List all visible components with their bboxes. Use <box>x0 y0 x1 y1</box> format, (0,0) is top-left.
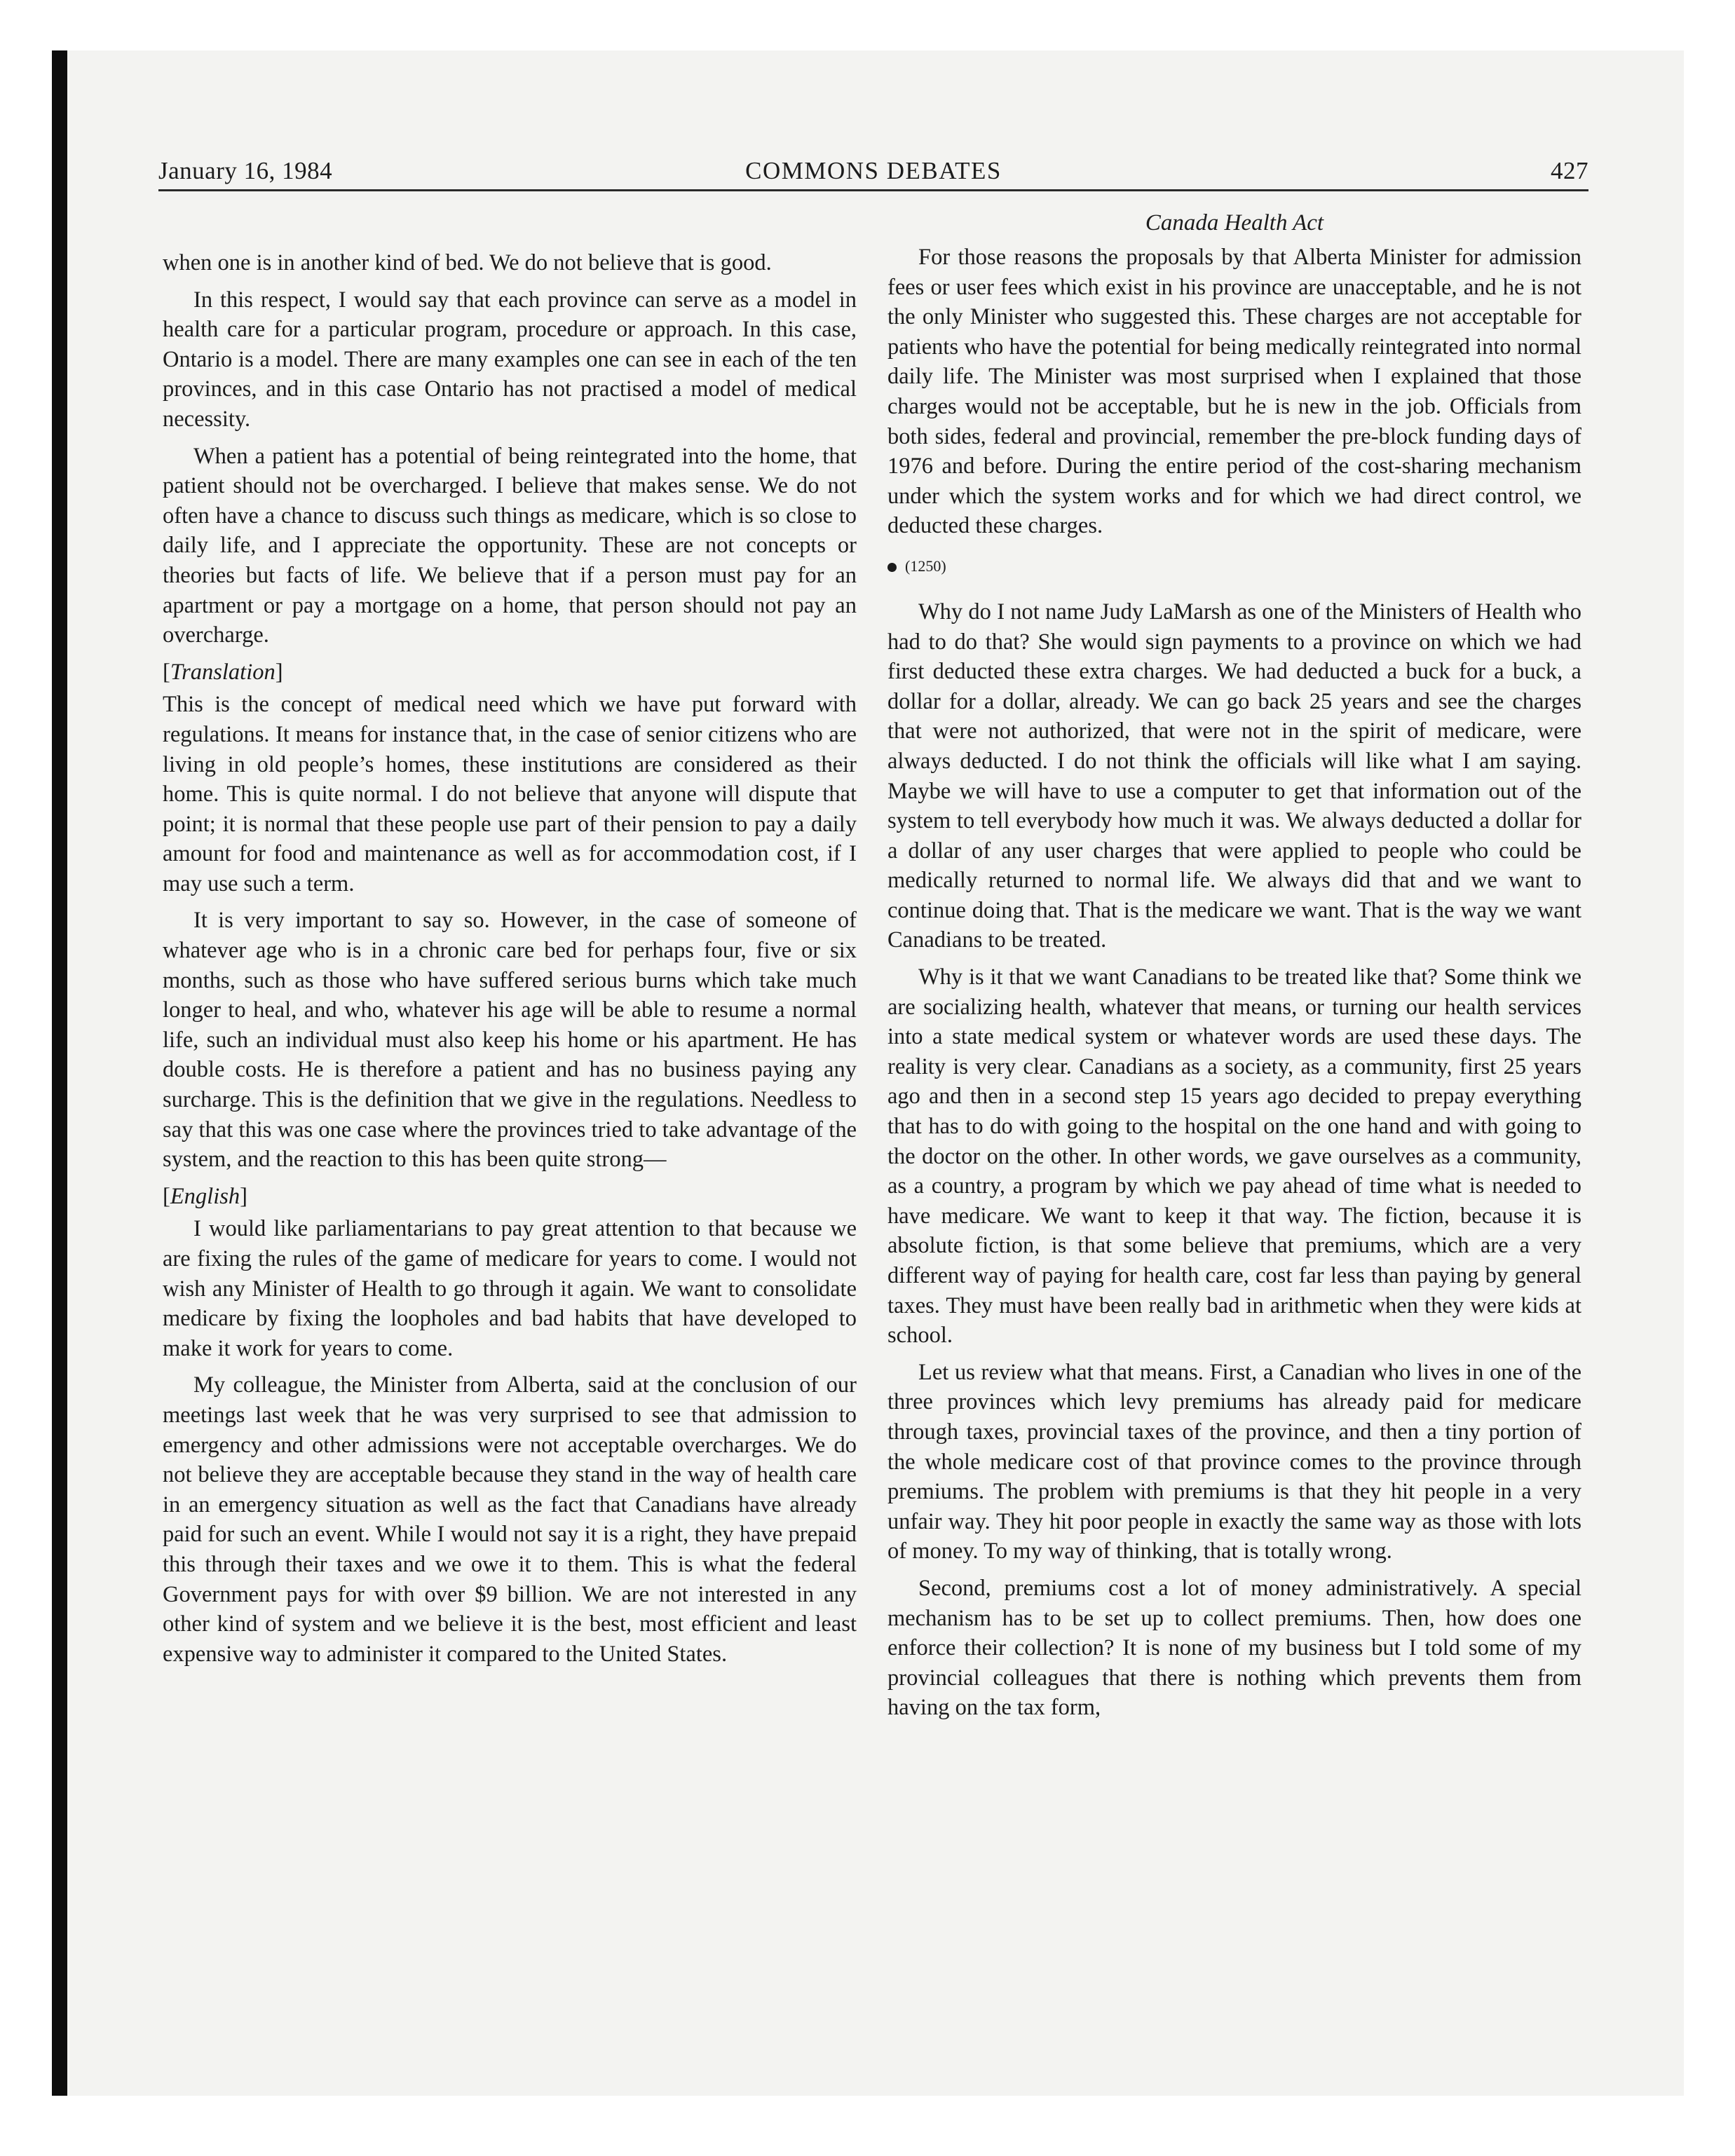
right-paragraph-3: Why is it that we want Canadians to be treated like that? Some think we are socializing health, whatever that means, or turning our health services into a state medical system or whatever words are used these days. The reality is very clear. Canadians as a society, as a community, first 25 years ago and then in a second step 15 years ago decided to prepay everything that has to do with going to the hospital on the one hand and with going to the doctor on the other. In other words, we gave ourselves as a community, as a country, a program by which we pay ahead of time what is needed to have medicare. We want to keep it that way. The fiction, because it is absolute fiction, is that some believe that premiums, which are a very different way of paying for health care, cost far less than paying by general taxes. They must have been really bad in arithmetic when they were kids at school. <box>887 964 1581 1349</box>
scan-binding-edge <box>52 50 67 2096</box>
right-column <box>887 207 1581 1730</box>
left-paragraph-2: In this respect, I would say that each province can serve as a model in health care for a particular program, procedure or approach. In this case, Ontario is a model. There are many examples one can see in each of the ten provinces, and in this case Ontario has not practised a model of medical necessity. <box>163 287 857 432</box>
english-marker: [English] <box>163 1183 247 1209</box>
translation-marker-label: Translation <box>170 659 275 685</box>
left-column <box>163 248 857 1676</box>
left-paragraph-3: When a patient has a potential of being reintegrated into the home, that patient should not be overcharged. I believe that makes sense. We do not often have a chance to discuss such things as medicare, which is so close to daily life, and I appreciate the opportunity. These are not concepts or theories but facts of life. We believe that if a person must pay for an apartment or pay a mortgage on a home, that person should not pay an overcharge. <box>163 443 857 648</box>
right-paragraph-4: Let us review what that means. First, a Canadian who lives in one of the three provinces which levy premiums has already paid for medicare through taxes, provincial taxes of the province, and then a tiny portion of the whole medicare cost of that province comes to the province through premiums. The problem with premiums is that they hit people in a very unfair way. They hit poor people in exactly the same way as those with lots of money. To my way of thinking, that is totally wrong. <box>887 1359 1581 1564</box>
header-page-number: 427 <box>1551 157 1588 184</box>
english-marker-label: English <box>170 1183 240 1209</box>
running-header <box>158 151 1588 191</box>
bullet-icon <box>887 563 897 572</box>
header-rule <box>158 189 1588 191</box>
section-title: Canada Health Act <box>1145 210 1324 236</box>
header-journal-title: COMMONS DEBATES <box>745 157 1002 184</box>
left-paragraph-5: It is very important to say so. However, in the case of someone of whatever age who is in a chronic care bed for perhaps four, five or six months, such as those who have suffered serious burns which take much longer to heal, and who, whatever his age will be able to resume a normal life, such an individual must also keep his home or his apartment. He has double costs. He is therefore a patient and has no business paying any surcharge. This is the definition that we give in the regulations. Needless to say that this was one case where the provinces tried to take advantage of the system, and the reaction to this has been quite strong— <box>163 908 857 1173</box>
hansard-page <box>158 151 1588 2002</box>
left-paragraph-6: I would like parliamentarians to pay great attention to that because we are fixing the rules of the game of medicare for years to come. I would not wish any Minister of Health to go through it again. We want to consolidate medicare by fixing the loopholes and bad habits that have developed to make it work for years to come. <box>163 1216 857 1361</box>
time-stamp <box>887 552 1581 580</box>
left-paragraph-7: My colleague, the Minister from Alberta, said at the conclusion of our meetings last week that he was very surprised to see that admission to emergency and other admissions were not acceptable overcharges. We do not believe they are acceptable because they stand in the way of health care in an emergency situation as well as the fact that Canadians have already paid for such an event. While I would not say it is a right, they have prepaid this through their taxes and we owe it to them. This is what the federal Government pays for with over $9 billion. We are not interested in any other kind of system and we believe it is the best, most efficient and least expensive way to administer it compared to the United States. <box>163 1372 857 1667</box>
translation-marker: [Translation] <box>163 659 283 685</box>
right-paragraph-2: Why do I not name Judy LaMarsh as one of the Ministers of Health who had to do that? She would sign payments to a province on which we had first deducted these extra charges. We had deducted a buck for a buck, a dollar for a dollar, already. We can go back 25 years and see the charges that were not authorized, that were not in the spirit of medicare, were always deducted. I do not think the officials will like what I am saying. Maybe we will have to use a computer to get that information out of the system to tell everybody how much it was. We always deducted a dollar for a dollar of any user charges that were applied to people who could be medically returned to normal life. We always did that and we want to continue doing that. That is the medicare we want. That is the way we want Canadians to be treated. <box>887 599 1581 953</box>
left-paragraph-4: This is the concept of medical need which we have put forward with regulations. It means for instance that, in the case of senior citizens who are living in old people’s homes, these institutions are considered as their home. This is quite normal. I do not believe that anyone will dispute that point; it is normal that these people use part of their pension to pay a daily amount for food and maintenance as well as for accommodation cost, if I may use such a term. <box>163 692 857 896</box>
time-stamp-label: (1250) <box>905 557 946 575</box>
header-date: January 16, 1984 <box>158 157 333 184</box>
left-paragraph-1: when one is in another kind of bed. We do not believe that is good. <box>163 250 772 275</box>
right-paragraph-1: For those reasons the proposals by that Alberta Minister for admission fees or user fees which exist in his province are unacceptable, and he is not the only Minister who suggested this. These charges are not acceptable for patients who have the potential for being medically reintegrated into normal daily life. The Minister was most surprised when I explained that those charges would not be acceptable, but he is new in the job. Officials from both sides, federal and provincial, remember the pre-block funding days of 1976 and before. During the entire period of the cost-sharing mechanism under which the system works and for which we had direct control, we deducted these charges. <box>887 245 1581 539</box>
right-paragraph-5: Second, premiums cost a lot of money administratively. A special mechanism has to be set up to collect premiums. Then, how does one enforce their collection? It is none of my business but I told some of my provincial colleagues that there is nothing which prevents them from having on the tax form, <box>887 1575 1581 1721</box>
